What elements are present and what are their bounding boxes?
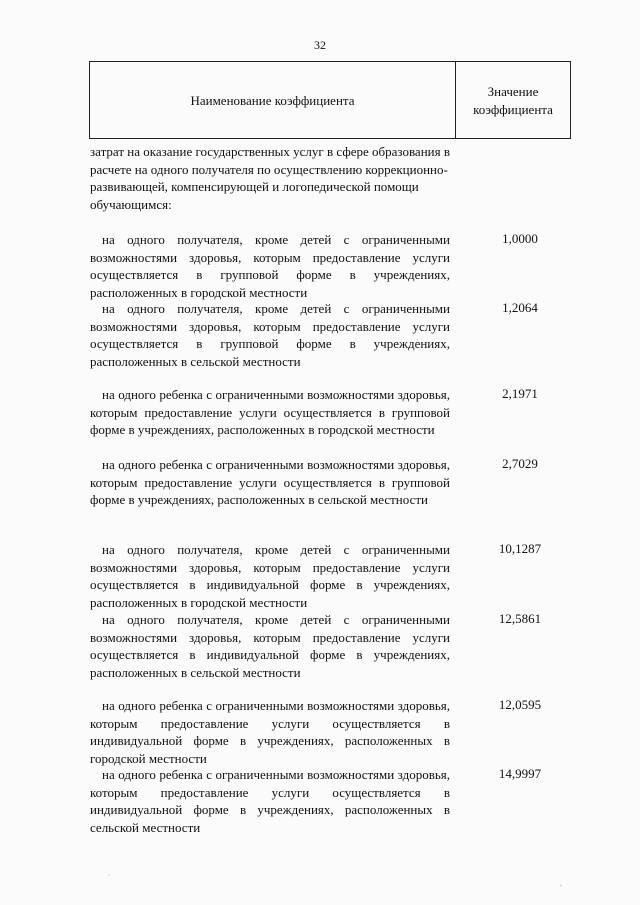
- header-value-line1: Значение: [487, 84, 539, 99]
- scan-speck: [560, 884, 562, 887]
- table-row-value: 2,7029: [502, 456, 538, 471]
- header-value-line2: коэффициента: [473, 102, 553, 117]
- table-row-value: 12,0595: [498, 697, 542, 712]
- table-row-text: на одного ребенка с ограниченными возможностями здоровья, которым предоставление услуги осуществляется в индивидуальной форме в учреждениях, расположенных в городской местности: [90, 698, 450, 766]
- table-row-text: на одного получателя, кроме детей с ограниченными возможностями здоровья, которым предоставление услуги осуществляется в групповой форме в учреждениях, расположенных в городской местности: [90, 232, 450, 300]
- table-row-value: 1,2064: [502, 300, 538, 315]
- intro-paragraph: затрат на оказание государственных услуг в сфере образования в расчете на одного получателя по осуществлению коррекционно-развивающей, компенсирующей и логопедической помощи обучающимся:: [90, 144, 450, 212]
- scan-speck: [108, 874, 110, 876]
- table-row-text: на одного ребенка с ограниченными возможностями здоровья, которым предоставление услуги осуществляется в групповой форме в учреждениях, расположенных в городской местности: [90, 387, 450, 437]
- header-value-column: [456, 83, 570, 119]
- table-row-text: на одного получателя, кроме детей с ограниченными возможностями здоровья, которым предоставление услуги осуществляется в групповой форме в учреждениях, расположенных в сельской местности: [90, 301, 450, 369]
- table-row-value: 12,5861: [498, 611, 542, 626]
- table-row-value: 14,9997: [498, 766, 542, 781]
- table-row-text: на одного получателя, кроме детей с ограниченными возможностями здоровья, которым предоставление услуги осуществляется в индивидуальной форме в учреждениях, расположенных в сельской местности: [90, 612, 450, 680]
- page-number: 32: [314, 38, 326, 52]
- table-row-text: на одного ребенка с ограниченными возможностями здоровья, которым предоставление услуги осуществляется в групповой форме в учреждениях, расположенных в сельской местности: [90, 457, 450, 507]
- table-row-value: 1,0000: [502, 231, 538, 246]
- table-row-text: на одного ребенка с ограниченными возможностями здоровья, которым предоставление услуги осуществляется в индивидуальной форме в учреждениях, расположенных в сельской местности: [90, 767, 450, 835]
- table-header: [89, 61, 571, 139]
- table-row-value: 10,1287: [498, 541, 542, 556]
- table-row-value: 2,1971: [502, 386, 538, 401]
- table-row-text: на одного получателя, кроме детей с ограниченными возможностями здоровья, которым предоставление услуги осуществляется в индивидуальной форме в учреждениях, расположенных в городской местности: [90, 542, 450, 610]
- header-name-column: Наименование коэффициента: [190, 93, 355, 108]
